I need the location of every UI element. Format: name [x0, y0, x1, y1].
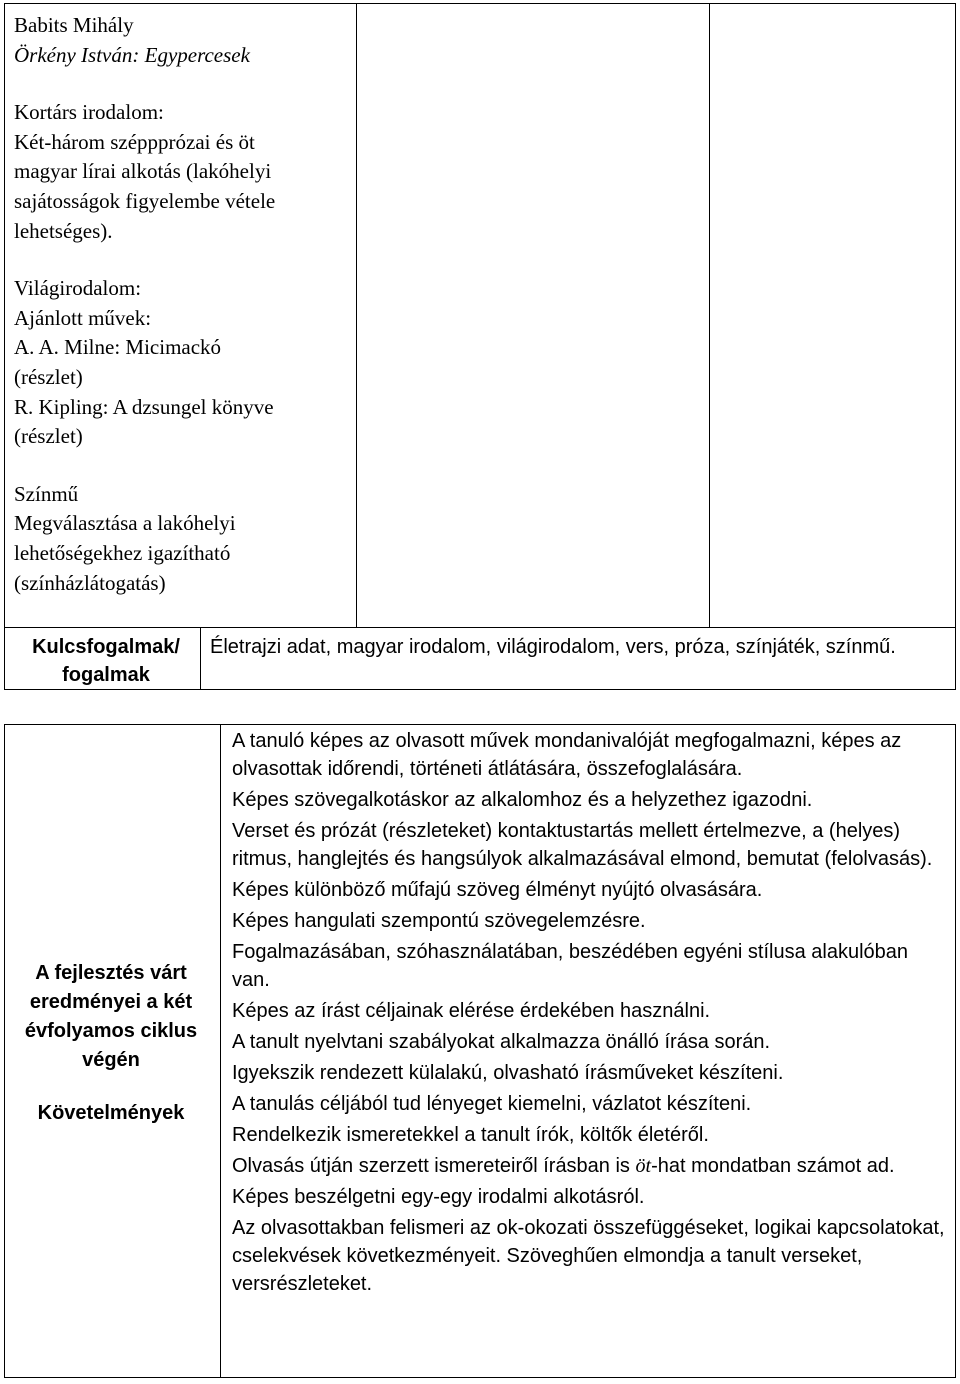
border-bottom: [4, 689, 956, 690]
outcomes-label: [14, 959, 208, 1128]
author-line: Babits Mihály: [14, 13, 134, 37]
contemporary-text: sajátosságok figyelembe vétele: [14, 188, 276, 213]
recommended-heading: Ajánlott művek:: [14, 305, 152, 330]
world-heading: Világirodalom:: [14, 276, 142, 301]
requirement-item: Képes beszélgetni egy-egy irodalmi alkotásról.: [232, 1186, 645, 1208]
requirement-item: Képes szövegalkotáskor az alkalomhoz és a helyzethez igazodni.: [232, 789, 813, 811]
requirement-item: Képes különböző műfajú szöveg élményt nyújtó olvasására.: [232, 879, 763, 901]
col-divider-1: [356, 3, 357, 627]
requirement-item: A tanulás céljából tud lényeget kiemelni, vázlatot készíteni.: [232, 1093, 752, 1115]
requirement-item: [232, 1152, 950, 1180]
requirement-item: A tanuló képes az olvasott művek mondanivalóját megfogalmazni, képes az olvasottak időrendi, történeti átlátására, összefoglalására.: [232, 730, 902, 780]
border-top: [4, 3, 956, 4]
drama-heading: Színmű: [14, 481, 79, 506]
requirement-item: Az olvasottakban felismeri az ok-okozati összefüggéseket, logikai kapcsolatokat, cselekvések következményeit. Szöveghűen elmondja a tanult verseket, versrészleteket.: [232, 1217, 945, 1295]
key-concepts-label-line: fogalmak: [62, 664, 150, 686]
border-left: [4, 3, 5, 690]
contemporary-text: magyar lírai alkotás (lakóhelyi: [14, 159, 272, 184]
col-divider-2: [709, 3, 710, 627]
requirement-italic: öt: [635, 1155, 652, 1177]
key-concepts-label: [18, 633, 194, 689]
requirements-table: [4, 724, 956, 1378]
work-line: (részlet): [14, 424, 83, 449]
requirements-label: Követelmények: [37, 1102, 185, 1124]
work-line: (részlet): [14, 364, 83, 389]
outcomes-label-line: A fejlesztés várt: [35, 962, 187, 984]
work-line: R. Kipling: A dzsungel könyve: [14, 394, 274, 419]
literature-cell: [14, 11, 354, 598]
italic-line: Örkény István: Egypercesek: [14, 42, 250, 67]
border-top: [4, 724, 956, 725]
drama-text: Megválasztása a lakóhelyi: [14, 511, 236, 536]
requirement-item: Fogalmazásában, szóhasználatában, beszédében egyéni stílusa alakulóban van.: [232, 941, 909, 991]
requirement-item: Rendelkezik ismeretekkel a tanult írók, költők életéről.: [232, 1124, 709, 1146]
requirement-item: Verset és prózát (részleteket) kontaktustartás mellett értelmezve, a (helyes) ritmus, hanglejtés és hangsúlyok alkalmazásával elmond, bemutat (felolvasás).: [232, 820, 933, 870]
requirement-item: Képes az írást céljainak elérése érdekében használni.: [232, 1000, 711, 1022]
border-bottom: [4, 1377, 956, 1378]
requirement-item: Képes hangulati szempontú szövegelemzésre.: [232, 910, 646, 932]
border-right: [955, 3, 956, 690]
requirements-list: [232, 727, 950, 1301]
outcomes-label-line: évfolyamos ciklus: [24, 1020, 198, 1042]
contemporary-text: Két-három széppprózai és öt: [14, 129, 255, 154]
row-divider: [4, 627, 956, 628]
drama-text: (színházlátogatás): [14, 570, 166, 595]
key-divider: [200, 627, 201, 690]
outcomes-label-line: eredményei a két: [29, 991, 193, 1013]
border-left: [4, 724, 5, 1378]
key-concepts-label-line: Kulcsfogalmak/: [32, 636, 180, 658]
requirement-text: -hat mondatban számot ad.: [651, 1155, 895, 1177]
curriculum-table-top: [4, 3, 956, 690]
work-line: A. A. Milne: Micimackó: [14, 335, 222, 360]
outcomes-label-line: végén: [82, 1049, 140, 1071]
drama-text: lehetőségekhez igazítható: [14, 540, 231, 565]
requirement-text: Olvasás útján szerzett ismereteiről írásban is: [232, 1155, 636, 1177]
border-right: [955, 724, 956, 1378]
requirement-item: Igyekszik rendezett külalakú, olvasható írásműveket készíteni.: [232, 1062, 784, 1084]
key-concepts-value: Életrajzi adat, magyar irodalom, világirodalom, vers, próza, színjáték, színmű.: [210, 636, 896, 658]
contemporary-heading: Kortárs irodalom:: [14, 100, 164, 125]
requirement-item: A tanult nyelvtani szabályokat alkalmazza önálló írása során.: [232, 1031, 771, 1053]
contemporary-text: lehetséges).: [14, 218, 113, 243]
col-divider: [220, 724, 221, 1378]
